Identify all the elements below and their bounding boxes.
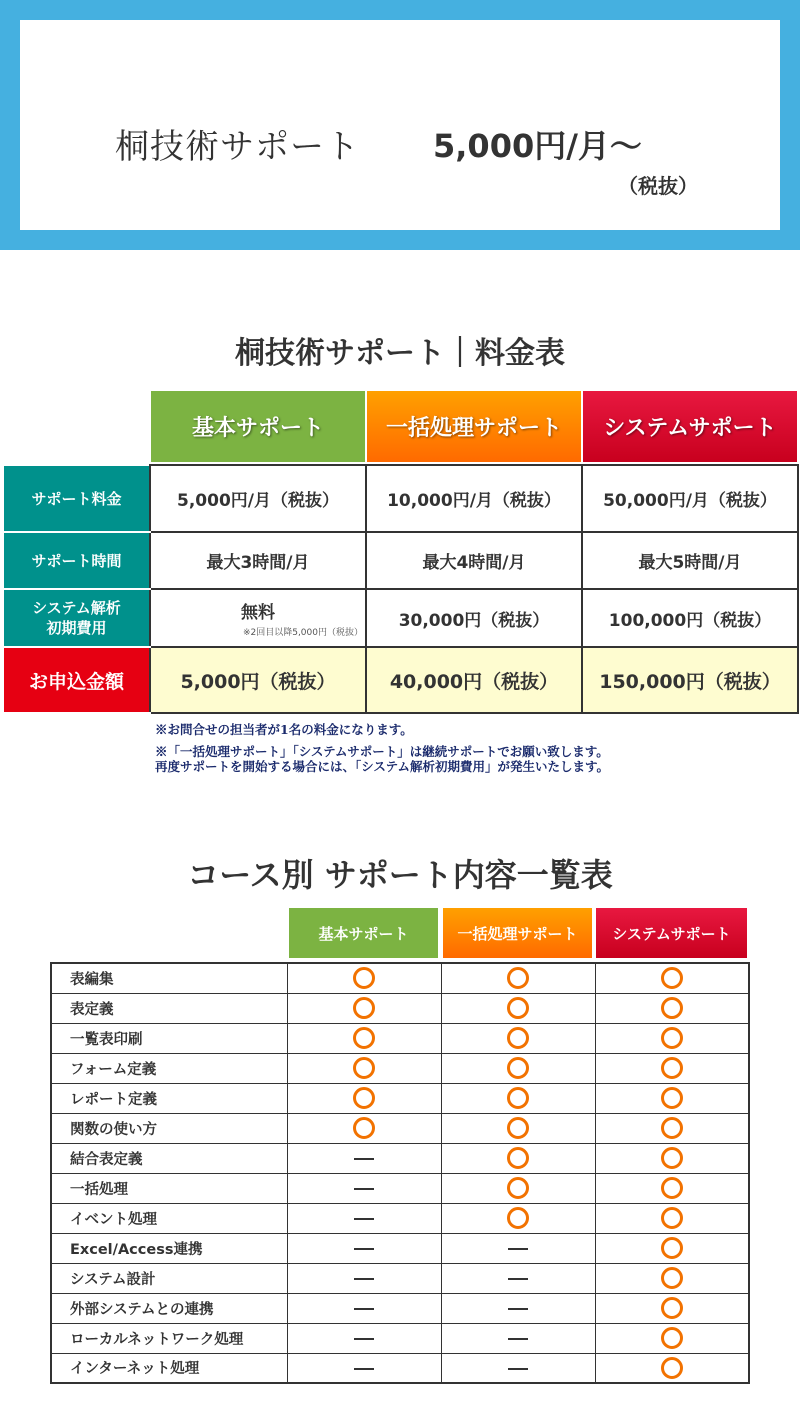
course-mark-cell (287, 963, 441, 993)
course-mark-cell (287, 1323, 441, 1353)
circle-mark-icon (507, 1177, 529, 1199)
dash-mark-icon (508, 1338, 528, 1340)
dash-mark-icon (508, 1278, 528, 1280)
fee-total-label: お申込金額 (3, 647, 150, 713)
course-row (51, 963, 749, 993)
fee-total-cell: 150,000円（税抜） (582, 647, 798, 713)
course-mark-cell (595, 993, 749, 1023)
course-mark-cell (595, 1083, 749, 1113)
course-row (51, 1113, 749, 1143)
course-mark-cell (595, 1353, 749, 1383)
course-mark-cell (287, 1083, 441, 1113)
course-feature-label: 結合表定義 (51, 1143, 287, 1173)
course-mark-cell (287, 1113, 441, 1143)
course-row (51, 1323, 749, 1353)
fee-note: ※お問合せの担当者が1名の料金になります。 (155, 722, 413, 737)
course-mark-cell (287, 1263, 441, 1293)
course-mark-cell (595, 1323, 749, 1353)
course-mark-cell (287, 993, 441, 1023)
course-row (51, 1353, 749, 1383)
fee-cell: 最大5時間/月 (582, 532, 798, 589)
dash-mark-icon (354, 1308, 374, 1310)
course-header-system: システムサポート (596, 908, 747, 958)
course-mark-cell (441, 1023, 595, 1053)
course-row (51, 1143, 749, 1173)
course-mark-cell (441, 1083, 595, 1113)
course-section-title: コース別 サポート内容一覧表 (187, 856, 613, 894)
course-mark-cell (441, 1053, 595, 1083)
fee-header-bulk: 一括処理サポート (367, 391, 581, 462)
fee-section-title: 桐技術サポート｜料金表 (235, 336, 565, 371)
course-feature-label: システム設計 (51, 1263, 287, 1293)
fee-row-initial-cost (3, 589, 798, 647)
course-row (51, 1053, 749, 1083)
course-mark-cell (287, 1233, 441, 1263)
dash-mark-icon (354, 1158, 374, 1160)
circle-mark-icon (353, 1027, 375, 1049)
circle-mark-icon (507, 1117, 529, 1139)
dash-mark-icon (354, 1188, 374, 1190)
course-mark-cell (595, 1143, 749, 1173)
fee-cell: 30,000円（税抜） (366, 589, 582, 647)
dash-mark-icon (354, 1278, 374, 1280)
course-mark-cell (441, 1323, 595, 1353)
dash-mark-icon (508, 1248, 528, 1250)
circle-mark-icon (353, 1087, 375, 1109)
dash-mark-icon (508, 1308, 528, 1310)
course-mark-cell (595, 963, 749, 993)
circle-mark-icon (353, 967, 375, 989)
course-row (51, 1083, 749, 1113)
course-row (51, 1263, 749, 1293)
header-banner (0, 0, 800, 250)
course-mark-cell (441, 963, 595, 993)
fee-cell (150, 589, 366, 647)
circle-mark-icon (661, 1357, 683, 1379)
fee-notes (155, 722, 609, 774)
course-mark-cell (441, 1293, 595, 1323)
course-table-body (51, 963, 749, 1383)
fee-row-label (3, 589, 150, 647)
banner-tax-note: （税抜） (618, 174, 698, 198)
circle-mark-icon (661, 1237, 683, 1259)
course-mark-cell (287, 1023, 441, 1053)
course-mark-cell (595, 1053, 749, 1083)
course-feature-label: 関数の使い方 (51, 1113, 287, 1143)
dash-mark-icon (354, 1368, 374, 1370)
fee-row-total (3, 647, 798, 713)
circle-mark-icon (661, 1177, 683, 1199)
course-feature-label: インターネット処理 (51, 1353, 287, 1383)
course-mark-cell (595, 1023, 749, 1053)
course-feature-label: Excel/Access連携 (51, 1233, 287, 1263)
course-mark-cell (287, 1203, 441, 1233)
banner-service-name: 桐技術サポート (115, 127, 360, 167)
circle-mark-icon (661, 1297, 683, 1319)
circle-mark-icon (661, 967, 683, 989)
fee-cell: 50,000円/月（税抜） (582, 465, 798, 532)
course-mark-cell (287, 1143, 441, 1173)
circle-mark-icon (661, 1027, 683, 1049)
fee-cell: 5,000円/月（税抜） (150, 465, 366, 532)
circle-mark-icon (661, 1267, 683, 1289)
fee-cell-free: 無料 (241, 603, 275, 623)
course-feature-label: フォーム定義 (51, 1053, 287, 1083)
course-row (51, 1203, 749, 1233)
fee-row-label: サポート料金 (3, 465, 150, 532)
course-mark-cell (441, 1233, 595, 1263)
course-row (51, 1233, 749, 1263)
circle-mark-icon (507, 1027, 529, 1049)
course-mark-cell (441, 1203, 595, 1233)
fee-note: 再度サポートを開始する場合には、「システム解析初期費用」が発生いたします。 (155, 759, 610, 774)
fee-cell-note: ※2回目以降5,000円（税抜） (242, 628, 363, 638)
circle-mark-icon (507, 1087, 529, 1109)
fee-header-basic: 基本サポート (151, 391, 365, 462)
course-feature-label: イベント処理 (51, 1203, 287, 1233)
course-mark-cell (595, 1113, 749, 1143)
fee-note: ※「一括処理サポート」「システムサポート」は継続サポートでお願い致します。 (155, 744, 609, 759)
fee-total-cell: 5,000円（税抜） (150, 647, 366, 713)
course-feature-label: ローカルネットワーク処理 (51, 1323, 287, 1353)
course-feature-label: 一覧表印刷 (51, 1023, 287, 1053)
course-mark-cell (287, 1053, 441, 1083)
fee-row-label: サポート時間 (3, 532, 150, 589)
fee-header-system: システムサポート (583, 391, 797, 462)
fee-cell: 10,000円/月（税抜） (366, 465, 582, 532)
circle-mark-icon (661, 1327, 683, 1349)
course-mark-cell (595, 1173, 749, 1203)
circle-mark-icon (353, 997, 375, 1019)
circle-mark-icon (507, 1057, 529, 1079)
course-mark-cell (287, 1353, 441, 1383)
circle-mark-icon (507, 997, 529, 1019)
course-feature-label: 表定義 (51, 993, 287, 1023)
circle-mark-icon (661, 1057, 683, 1079)
course-mark-cell (441, 1353, 595, 1383)
fee-row-support-hours (3, 532, 798, 589)
course-header-basic: 基本サポート (289, 908, 438, 958)
circle-mark-icon (661, 1117, 683, 1139)
circle-mark-icon (507, 1147, 529, 1169)
course-mark-cell (595, 1263, 749, 1293)
course-header-bulk: 一括処理サポート (443, 908, 592, 958)
course-row (51, 1293, 749, 1323)
fee-cell: 最大3時間/月 (150, 532, 366, 589)
circle-mark-icon (507, 1207, 529, 1229)
course-mark-cell (595, 1233, 749, 1263)
circle-mark-icon (661, 1087, 683, 1109)
course-mark-cell (595, 1203, 749, 1233)
fee-cell: 100,000円（税抜） (582, 589, 798, 647)
course-mark-cell (287, 1293, 441, 1323)
fee-row-label-line2: 初期費用 (46, 619, 107, 637)
dash-mark-icon (354, 1218, 374, 1220)
circle-mark-icon (661, 1147, 683, 1169)
circle-mark-icon (661, 997, 683, 1019)
course-mark-cell (287, 1173, 441, 1203)
course-mark-cell (595, 1293, 749, 1323)
fee-row-support-fee (3, 465, 798, 532)
course-row (51, 1023, 749, 1053)
banner-price: 5,000円/月～ (433, 127, 642, 165)
dash-mark-icon (508, 1368, 528, 1370)
dash-mark-icon (354, 1248, 374, 1250)
banner-panel (20, 20, 780, 230)
course-mark-cell (441, 993, 595, 1023)
course-row (51, 993, 749, 1023)
fee-cell: 最大4時間/月 (366, 532, 582, 589)
course-mark-cell (441, 1263, 595, 1293)
course-mark-cell (441, 1143, 595, 1173)
course-table (50, 962, 750, 1384)
course-row (51, 1173, 749, 1203)
fee-total-cell: 40,000円（税抜） (366, 647, 582, 713)
circle-mark-icon (661, 1207, 683, 1229)
circle-mark-icon (507, 967, 529, 989)
dash-mark-icon (354, 1338, 374, 1340)
course-feature-label: レポート定義 (51, 1083, 287, 1113)
circle-mark-icon (353, 1117, 375, 1139)
course-feature-label: 外部システムとの連携 (51, 1293, 287, 1323)
fee-table (2, 464, 799, 714)
circle-mark-icon (353, 1057, 375, 1079)
course-mark-cell (441, 1173, 595, 1203)
course-mark-cell (441, 1113, 595, 1143)
course-feature-label: 一括処理 (51, 1173, 287, 1203)
fee-row-label-line1: システム解析 (32, 599, 121, 617)
course-feature-label: 表編集 (51, 963, 287, 993)
